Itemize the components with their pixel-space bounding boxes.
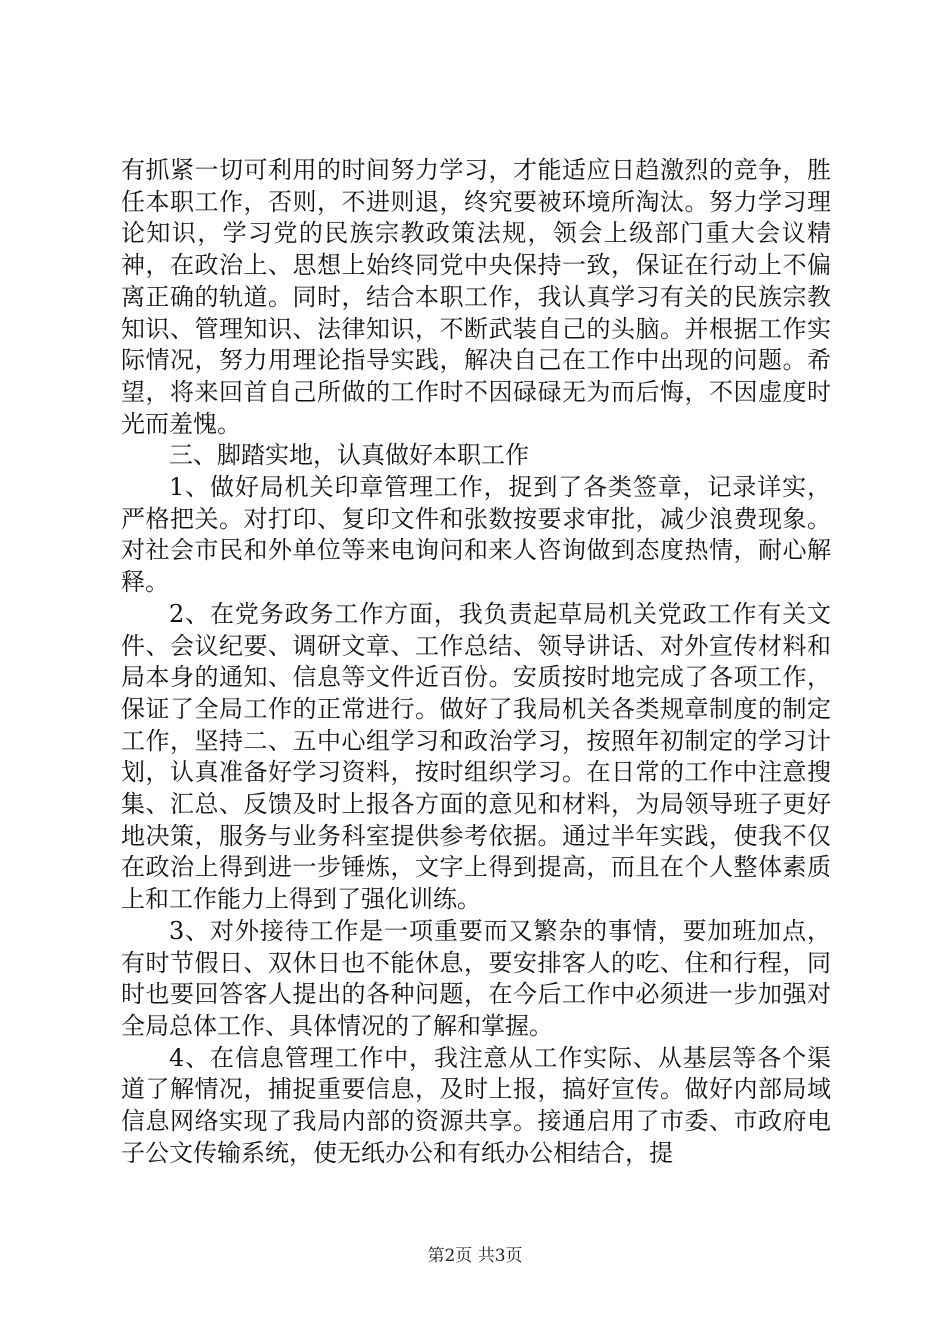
document-body	[121, 155, 831, 1170]
paragraph-item-2: 2、在党务政务工作方面，我负责起草局机关党政工作有关文件、会议纪要、调研文章、工作总结、领导讲话、对外宣传材料和局本身的通知、信息等文件近百份。安质按时地完成了各项工作，保证了全局工作的正常进行。做好了我局机关各类规章制度的制定工作，坚持二、五中心组学习和政治学习，按照年初制定的学习计划，认真准备好学习资料，按时组织学习。在日常的工作中注意搜集、汇总、反馈及时上报各方面的意见和材料，为局领导班子更好地决策，服务与业务科室提供参考依据。通过半年实践，使我不仅在政治上得到进一步锤炼，文字上得到提高，而且在个人整体素质上和工作能力上得到了强化训练。	[121, 599, 831, 914]
page-number-footer: 第2页 共3页	[427, 1246, 523, 1266]
section-heading: 三、脚踏实地，认真做好本职工作	[169, 441, 529, 470]
paragraph-item-1: 1、做好局机关印章管理工作，捉到了各类签章，记录详实，严格把关。对打印、复印文件和张数按要求审批，减少浪费现象。对社会市民和外单位等来电询问和来人咨询做到态度热情，耐心解释。	[121, 473, 831, 597]
paragraph-item-4: 4、在信息管理工作中，我注意从工作实际、从基层等各个渠道了解情况，捕捉重要信息，及时上报，搞好宣传。做好内部局域信息网络实现了我局内部的资源共享。接通启用了市委、市政府电子公文传输系统，使无纸办公和有纸办公相结合，提	[121, 1043, 831, 1167]
paragraph-item-3: 3、对外接待工作是一项重要而又繁杂的事情，要加班加点，有时节假日、双休日也不能休息，要安排客人的吃、住和行程，同时也要回答客人提出的各种问题，在今后工作中必须进一步加强对全局总体工作、具体情况的了解和掌握。	[121, 916, 831, 1040]
paragraph-continuation: 有抓紧一切可利用的时间努力学习，才能适应日趋激烈的竞争，胜任本职工作，否则，不进则退，终究要被环境所淘汰。努力学习理论知识，学习党的民族宗教政策法规，领会上级部门重大会议精神，在政治上、思想上始终同党中央保持一致，保证在行动上不偏离正确的轨道。同时，结合本职工作，我认真学习有关的民族宗教知识、管理知识、法律知识，不断武装自己的头脑。并根据工作实际情况，努力用理论指导实践，解决自己在工作中出现的问题。希望，将来回首自己所做的工作时不因碌碌无为而后悔，不因虚度时光而羞愧。	[121, 156, 831, 438]
